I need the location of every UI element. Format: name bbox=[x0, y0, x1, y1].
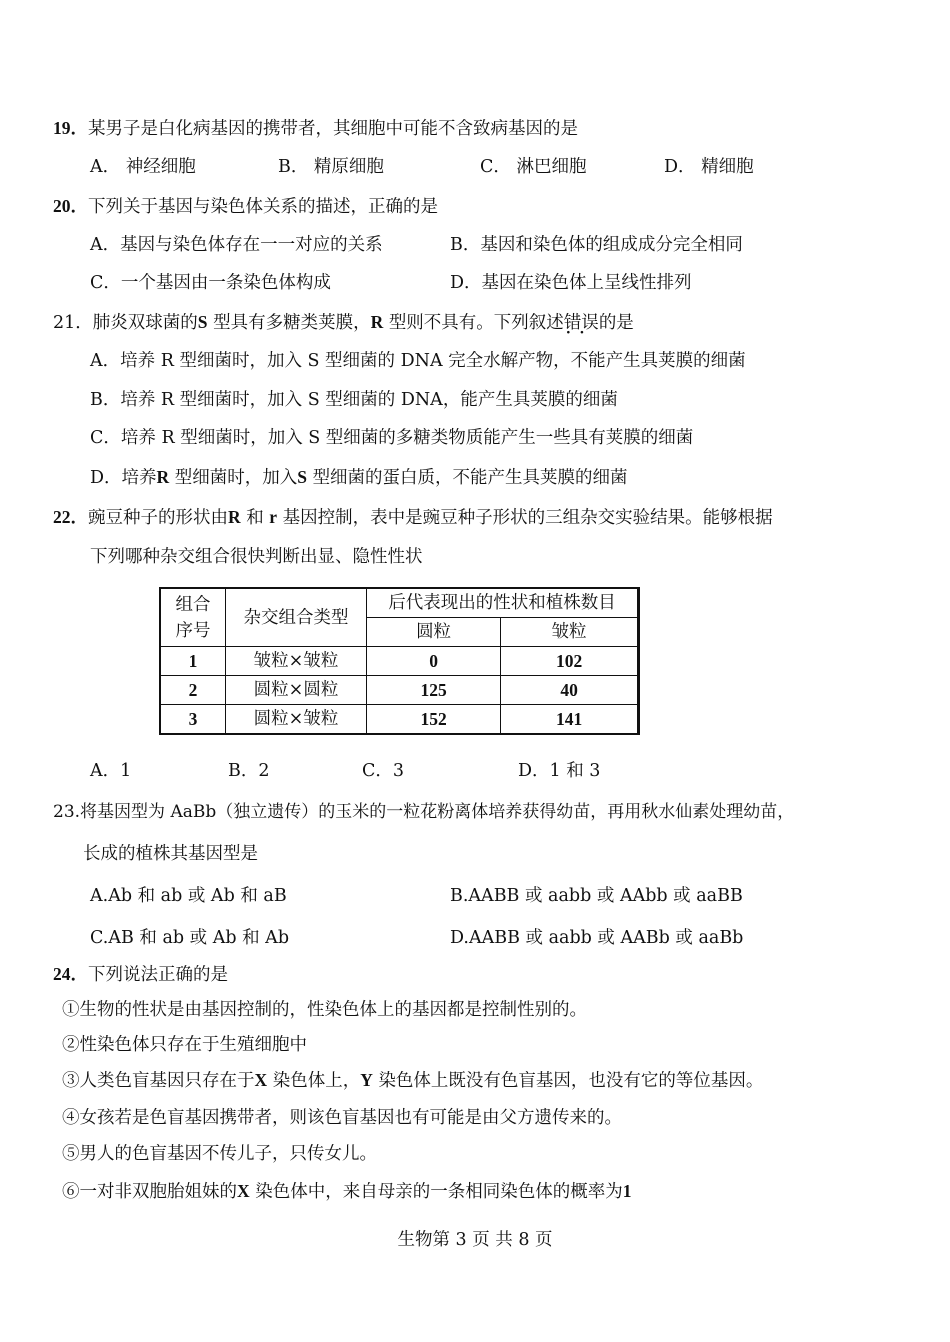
header-type: 杂交组合类型 bbox=[226, 588, 367, 647]
r-type: R bbox=[370, 312, 384, 332]
stem-part: 型具有多糖类荚膜， bbox=[213, 313, 371, 333]
q20-option-a: A．基因与染色体存在一一对应的关系 bbox=[90, 235, 383, 255]
statement-part: ③人类色盲基因只存在于 bbox=[62, 1071, 255, 1091]
question-19-stem bbox=[53, 116, 578, 141]
stem-part: 型则不具有。下列叙述 bbox=[388, 313, 564, 333]
cross-results-table bbox=[159, 587, 640, 735]
option-part: D．培养 bbox=[90, 468, 157, 488]
q23-option-c: C.AB 和 ab 或 Ab 和 Ab bbox=[90, 928, 290, 948]
q21-option-d bbox=[90, 465, 628, 490]
question-number: 21． bbox=[53, 313, 93, 333]
header-text: 组合序号 bbox=[175, 594, 211, 641]
stem-part: 肺炎双球菌的 bbox=[92, 313, 198, 333]
y-chromosome: Y bbox=[360, 1070, 373, 1090]
row-wrinkled: 102 bbox=[501, 647, 639, 676]
q21-option-a: A．培养 R 型细菌时，加入 S 型细菌的 DNA 完全水解产物，不能产生具荚膜的细菌 bbox=[90, 351, 746, 371]
q23-option-d: D.AABB 或 aabb 或 AABb 或 aaBb bbox=[450, 928, 744, 948]
option-part: 型细菌时，加入 bbox=[174, 468, 298, 488]
row-wrinkled: 141 bbox=[501, 705, 639, 735]
x-chromosome: X bbox=[237, 1181, 250, 1201]
q22-option-c: C．3 bbox=[362, 761, 405, 781]
q19-option-b: B． 精原细胞 bbox=[278, 157, 384, 177]
q19-option-c: C． 淋巴细胞 bbox=[480, 157, 587, 177]
row-round: 0 bbox=[367, 647, 501, 676]
q22-option-b: B．2 bbox=[228, 761, 270, 781]
q24-statement-5: ⑤男人的色盲基因不传儿子，只传女儿。 bbox=[62, 1144, 377, 1164]
r-type: R bbox=[156, 467, 170, 487]
option-part: 型细菌的蛋白质，不能产生具荚膜的细菌 bbox=[312, 468, 628, 488]
row-id: 3 bbox=[160, 705, 226, 735]
statement-part: 染色体上， bbox=[272, 1071, 361, 1091]
table-row bbox=[160, 705, 639, 735]
statement-part: 染色体上既没有色盲基因，也没有它的等位基因。 bbox=[378, 1071, 764, 1091]
row-round: 152 bbox=[367, 705, 501, 735]
question-22-stem-line2: 下列哪种杂交组合很快判断出显、隐性性状 bbox=[90, 547, 423, 567]
question-21-stem bbox=[53, 310, 634, 335]
row-id: 1 bbox=[160, 647, 226, 676]
question-23-stem: 23.将基因型为 AaBb（独立遗传）的玉米的一粒花粉离体培养获得幼苗，再用秋水仙素处理幼苗， bbox=[53, 802, 795, 822]
row-type: 皱粒×皱粒 bbox=[226, 647, 367, 676]
question-20-stem bbox=[53, 194, 438, 219]
q20-option-d: D．基因在染色体上呈线性排列 bbox=[450, 273, 692, 293]
question-number: 19． bbox=[53, 118, 88, 138]
row-round: 125 bbox=[367, 676, 501, 705]
x-chromosome: X bbox=[254, 1070, 268, 1090]
stem-part: 和 bbox=[246, 508, 264, 528]
question-24-stem bbox=[53, 962, 228, 987]
gene-r: r bbox=[269, 507, 278, 527]
q24-statement-1: ①生物的性状是由基因控制的，性染色体上的基因都是控制性别的。 bbox=[62, 1000, 587, 1020]
stem-part: 的是 bbox=[598, 313, 634, 333]
question-text: 下列说法正确的是 bbox=[88, 965, 228, 985]
header-group bbox=[160, 588, 226, 647]
emphasis-word: 错误 · · bbox=[564, 313, 599, 333]
probability-value: 1 bbox=[622, 1181, 632, 1201]
row-wrinkled: 40 bbox=[501, 676, 639, 705]
question-number: 20． bbox=[53, 196, 88, 216]
q22-option-a: A．1 bbox=[90, 761, 132, 781]
q19-option-d: D． 精细胞 bbox=[664, 157, 754, 177]
q21-option-c: C．培养 R 型细菌时，加入 S 型细菌的多糖类物质能产生一些具有荚膜的细菌 bbox=[90, 428, 694, 448]
question-23-stem-line2: 长成的植株其基因型是 bbox=[83, 844, 258, 864]
header-offspring: 后代表现出的性状和植株数目 bbox=[367, 588, 639, 618]
table-row bbox=[160, 647, 639, 676]
q19-option-a: A． 神经细胞 bbox=[90, 157, 196, 177]
row-type: 圆粒×圆粒 bbox=[226, 676, 367, 705]
s-type: S bbox=[197, 312, 208, 332]
stem-part: 基因控制，表中是豌豆种子形状的三组杂交实验结果。能够根据 bbox=[282, 508, 773, 528]
statement-part: ⑥一对非双胞胎姐妹的 bbox=[62, 1182, 237, 1202]
q24-statement-4: ④女孩若是色盲基因携带者，则该色盲基因也有可能是由父方遗传来的。 bbox=[62, 1108, 622, 1128]
q24-statement-2: ②性染色体只存在于生殖细胞中 bbox=[62, 1035, 307, 1055]
header-wrinkled: 皱粒 bbox=[501, 618, 639, 647]
question-22-stem bbox=[53, 505, 773, 530]
page-footer: 生物第 3 页 共 8 页 bbox=[397, 1230, 553, 1250]
q21-option-b: B．培养 R 型细菌时，加入 S 型细菌的 DNA，能产生具荚膜的细菌 bbox=[90, 390, 618, 410]
q24-statement-3 bbox=[62, 1068, 763, 1093]
q20-option-c: C．一个基因由一条染色体构成 bbox=[90, 273, 331, 293]
s-type: S bbox=[297, 467, 307, 487]
q24-statement-6 bbox=[62, 1179, 631, 1204]
header-round: 圆粒 bbox=[367, 618, 501, 647]
gene-R: R bbox=[228, 507, 241, 527]
stem-part: 豌豆种子的形状由 bbox=[88, 508, 228, 528]
question-text: 下列关于基因与染色体关系的描述，正确的是 bbox=[88, 197, 438, 217]
question-number: 24． bbox=[53, 964, 88, 984]
table-row bbox=[160, 676, 639, 705]
q20-option-b: B．基因和染色体的组成成分完全相同 bbox=[450, 235, 743, 255]
row-type: 圆粒×皱粒 bbox=[226, 705, 367, 735]
row-id: 2 bbox=[160, 676, 226, 705]
statement-part: 染色体中，来自母亲的一条相同染色体的概率为 bbox=[255, 1182, 623, 1202]
q23-option-a: A.Ab 和 ab 或 Ab 和 aB bbox=[90, 886, 287, 906]
question-text: 某男子是白化病基因的携带者，其细胞中可能不含致病基因的是 bbox=[88, 119, 578, 139]
q23-option-b: B.AABB 或 aabb 或 AAbb 或 aaBB bbox=[450, 886, 743, 906]
question-number: 22． bbox=[53, 507, 88, 527]
q22-option-d: D．1 和 3 bbox=[518, 761, 601, 781]
